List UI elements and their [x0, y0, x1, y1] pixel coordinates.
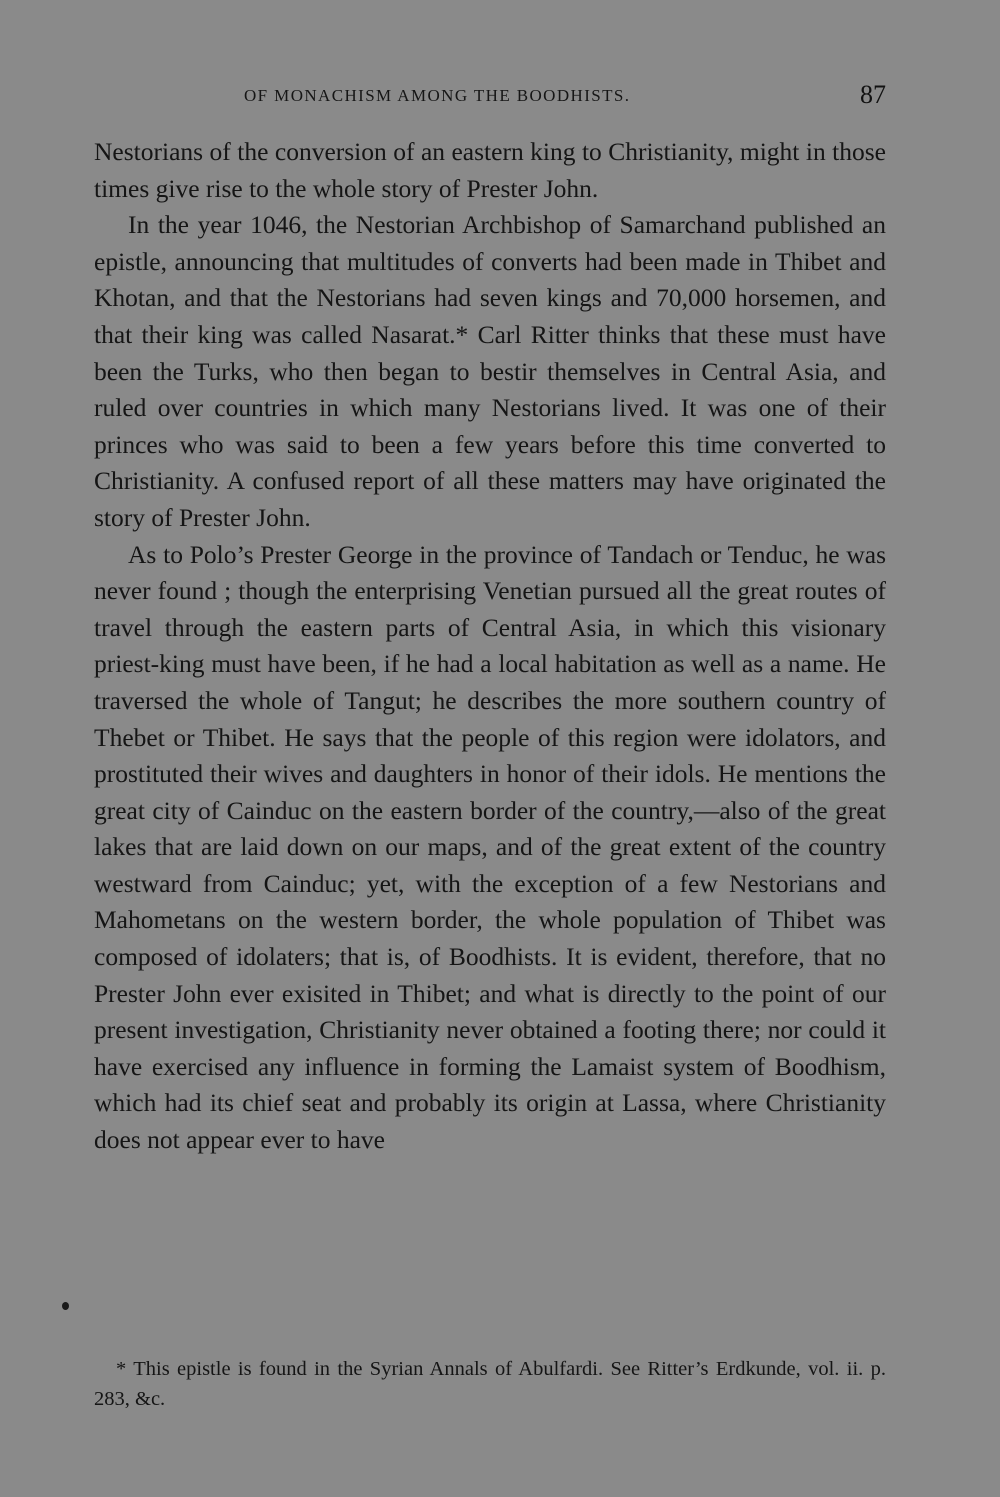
footnote: * This epistle is found in the Syrian Annals of Abulfardi. See Ritter’s Erdkunde, vol. ii. p. 283, &c.	[94, 1358, 886, 1410]
paragraph-3: As to Polo’s Prester George in the province of Tandach or Tenduc, he was never found ; though the enterprising Venetian pursued all the great routes of travel through the eastern parts of Central Asia, in which this visionary priest-king must have been, if he had a local habitation as well as a name. He traversed the whole of Tangut; he describes the more southern country of Thebet or Thibet. He says that the people of this region were idolators, and prostituted their wives and daughters in honor of their idols. He mentions the great city of Cainduc on the eastern border of the country,—also of the great lakes that are laid down on our maps, and of the great extent of the country westward from Cainduc; yet, with the exception of a few Nestorians and Mahometans on the western border, the whole population of Thibet was composed of idolaters; that is, of Boodhists. It is evident, therefore, that no Prester John ever exisited in Thibet; and what is directly to the point of our present investigation, Christianity never obtained a footing there; nor could it have exercised any influence in forming the Lamaist system of Boodhism, which had its chief seat and probably its origin at Lassa, where Christianity does not appear ever to have	[94, 539, 886, 1155]
paragraph-1: Nestorians of the conversion of an eastern king to Christianity, might in those times give rise to the whole story of Prester John.	[94, 137, 886, 203]
body-text	[94, 134, 886, 1159]
ink-speck	[62, 1302, 69, 1310]
paragraph-2: In the year 1046, the Nestorian Archbishop of Samarchand published an epistle, announcing that multitudes of converts had been made in Thibet and Khotan, and that the Nestorians had seven kings and 70,000 horsemen, and that their king was called Nasarat.* Carl Ritter thinks that these must have been the Turks, who then began to bestir themselves in Central Asia, and ruled over countries in which many Nestorians lived. It was one of their princes who was said to been a few years before this time converted to Christianity. A confused report of all these matters may have originated the story of Prester John.	[94, 210, 886, 532]
running-title: OF MONACHISM AMONG THE BOODHISTS.	[244, 86, 631, 105]
running-head	[94, 82, 886, 112]
page-number: 87	[860, 80, 886, 109]
